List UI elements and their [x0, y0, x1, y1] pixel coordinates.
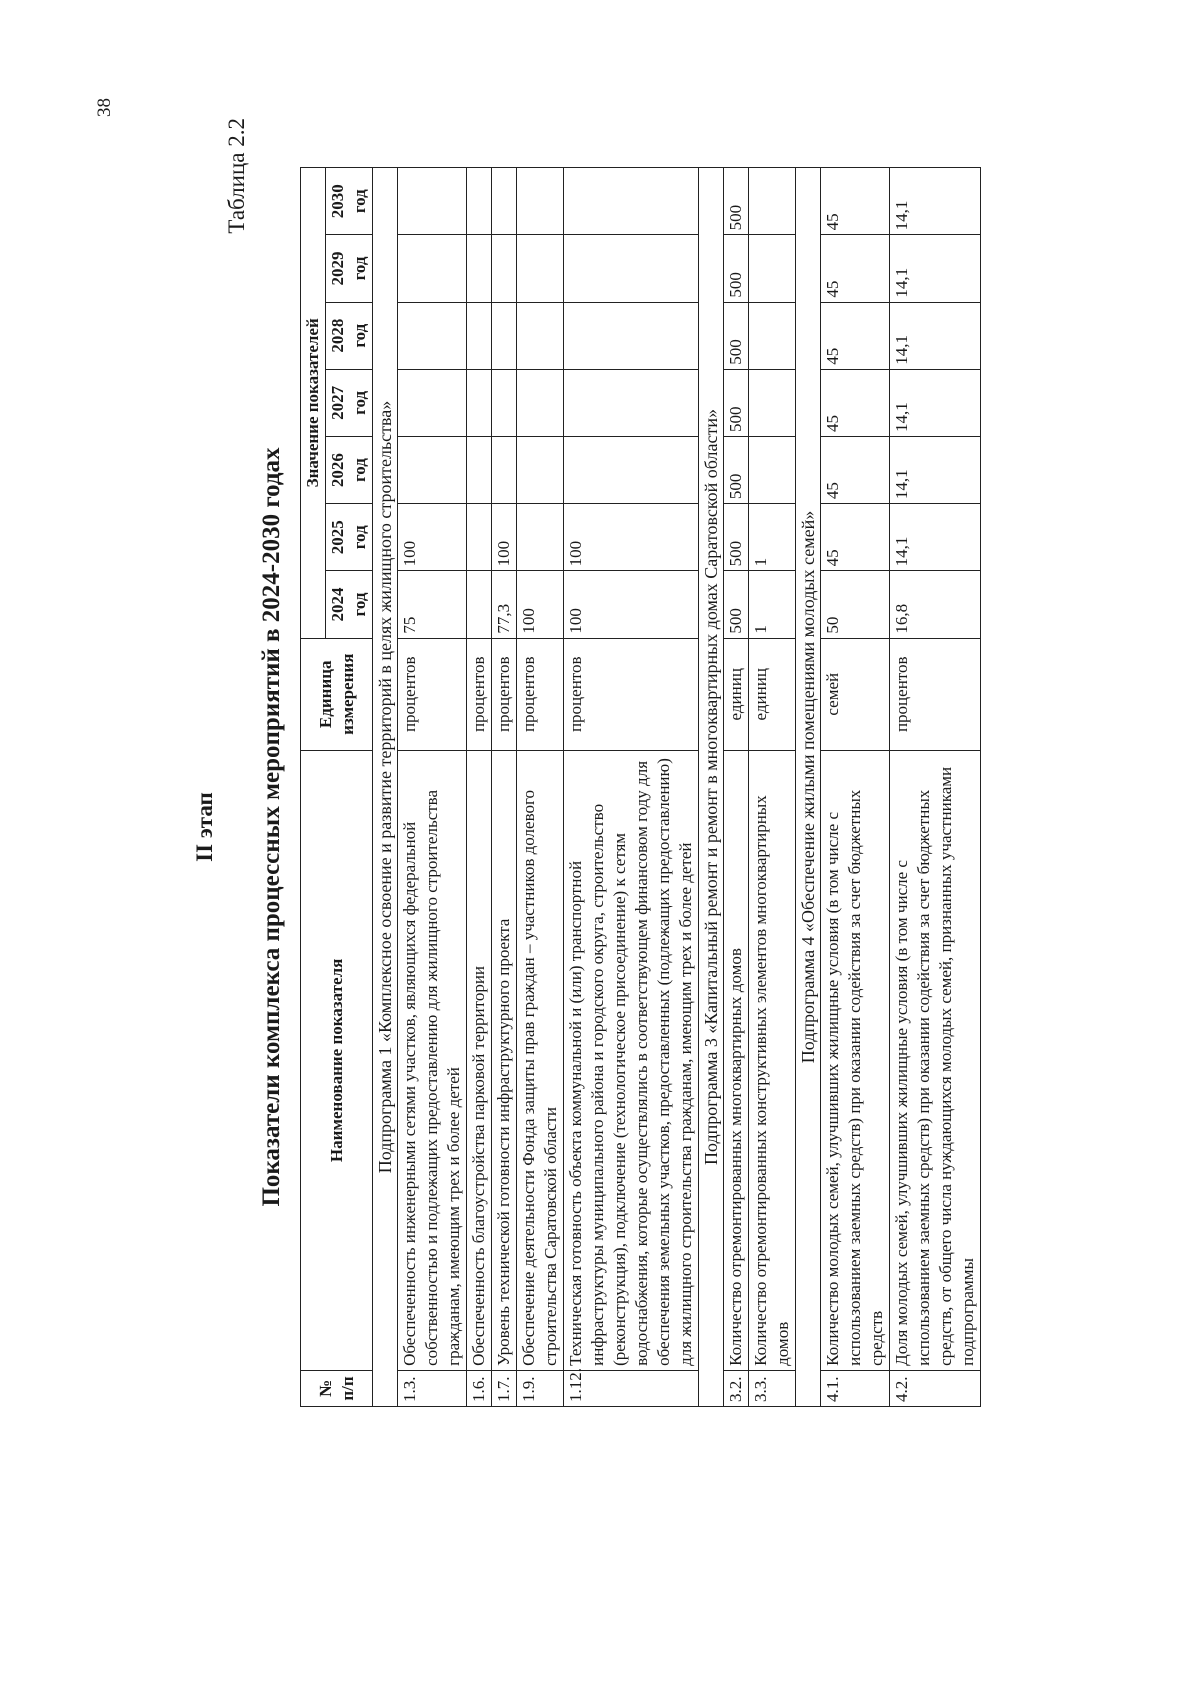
- value-cell: [467, 571, 492, 638]
- value-cell: 100: [564, 571, 699, 638]
- value-cell: [749, 302, 796, 369]
- value-cell: 14,1: [890, 369, 981, 436]
- value-cell: 45: [821, 302, 890, 369]
- value-cell: 45: [821, 436, 890, 503]
- value-cell: 500: [724, 235, 749, 302]
- value-cell: [398, 436, 467, 503]
- value-cell: [398, 168, 467, 235]
- header-name: Наименование показателя: [301, 750, 373, 1370]
- table-row: [564, 168, 699, 1407]
- unit-cell: процентов: [564, 638, 699, 750]
- value-cell: [467, 302, 492, 369]
- value-cell: [517, 302, 564, 369]
- table-row: [398, 168, 467, 1407]
- header-unit: Единица измерения: [301, 638, 373, 750]
- row-number-cell: 1.12.: [564, 1370, 699, 1406]
- value-cell: 14,1: [890, 302, 981, 369]
- row-number-cell: 1.6.: [467, 1370, 492, 1406]
- value-cell: [467, 168, 492, 235]
- table-row: [821, 168, 890, 1407]
- value-cell: 500: [724, 302, 749, 369]
- value-cell: [398, 235, 467, 302]
- value-cell: 500: [724, 168, 749, 235]
- table-row: [492, 168, 517, 1407]
- value-cell: [749, 436, 796, 503]
- value-cell: 45: [821, 168, 890, 235]
- row-number-cell: 1.3.: [398, 1370, 467, 1406]
- unit-cell: процентов: [467, 638, 492, 750]
- value-cell: [517, 235, 564, 302]
- value-cell: [492, 369, 517, 436]
- value-cell: 14,1: [890, 504, 981, 571]
- unit-cell: процентов: [492, 638, 517, 750]
- table-header-row: [301, 168, 326, 1407]
- value-cell: [492, 302, 517, 369]
- value-cell: [467, 235, 492, 302]
- unit-cell: единиц: [724, 638, 749, 750]
- header-year: 2027 год: [326, 369, 373, 436]
- value-cell: [492, 235, 517, 302]
- indicator-name-cell: Обеспеченность благоустройства парковой территории: [467, 750, 492, 1370]
- value-cell: 75: [398, 571, 467, 638]
- value-cell: [749, 235, 796, 302]
- indicators-table: [300, 167, 981, 1407]
- page-number: 38: [94, 98, 115, 117]
- indicator-name-cell: Обеспечение деятельности Фонда защиты прав граждан – участников долевого строительства Саратовской области: [517, 750, 564, 1370]
- row-number-cell: 4.1.: [821, 1370, 890, 1406]
- header-year: 2024 год: [326, 571, 373, 638]
- section-title: Подпрограмма 3 «Капитальный ремонт и ремонт в многоквартирных домах Саратовской области»: [699, 168, 724, 1407]
- indicator-name-cell: Техническая готовность объекта коммунальной и (или) транспортной инфраструктуры муниципального района и городского округа, строительство (реконструкция), подключение (технологическое присоединение) к сетям водоснабжения, которые осуществлялись в соответствующем финансовом году для обеспечения земельных участков, предоставленных (подлежащих предоставлению) для жилищного строительства гражданам, имеющим трех и более детей: [564, 750, 699, 1370]
- value-cell: [467, 369, 492, 436]
- stage-title: II этап: [192, 792, 217, 862]
- value-cell: 500: [724, 436, 749, 503]
- header-year: 2028 год: [326, 302, 373, 369]
- indicator-name-cell: Уровень технической готовности инфраструктурного проекта: [492, 750, 517, 1370]
- value-cell: [517, 369, 564, 436]
- value-cell: [492, 436, 517, 503]
- value-cell: [564, 302, 699, 369]
- value-cell: [492, 168, 517, 235]
- table-row: [724, 168, 749, 1407]
- table-caption: Таблица 2.2: [224, 118, 249, 234]
- row-number-cell: 3.2.: [724, 1370, 749, 1406]
- table-row: [467, 168, 492, 1407]
- table-body: [373, 168, 981, 1407]
- value-cell: [467, 504, 492, 571]
- value-cell: [564, 168, 699, 235]
- value-cell: 14,1: [890, 168, 981, 235]
- row-number-cell: 1.7.: [492, 1370, 517, 1406]
- value-cell: 45: [821, 235, 890, 302]
- value-cell: 100: [492, 504, 517, 571]
- value-cell: 16,8: [890, 571, 981, 638]
- header-year: 2025 год: [326, 504, 373, 571]
- table-row: [890, 168, 981, 1407]
- header-num: № п/п: [301, 1370, 373, 1406]
- row-number-cell: 4.2.: [890, 1370, 981, 1406]
- section-row: [373, 168, 398, 1407]
- value-cell: [564, 436, 699, 503]
- unit-cell: единиц: [749, 638, 796, 750]
- section-row: [699, 168, 724, 1407]
- table-row: [517, 168, 564, 1407]
- header-year: 2029 год: [326, 235, 373, 302]
- indicator-name-cell: Количество молодых семей, улучшивших жилищные условия (в том числе с использованием заемных средств) при оказании содействия за счет бюджетных средств: [821, 750, 890, 1370]
- value-cell: 45: [821, 369, 890, 436]
- value-cell: [564, 369, 699, 436]
- value-cell: 100: [398, 504, 467, 571]
- value-cell: 500: [724, 369, 749, 436]
- value-cell: [749, 369, 796, 436]
- section-title: Подпрограмма 1 «Комплексное освоение и развитие территорий в целях жилищного строительства»: [373, 168, 398, 1407]
- value-cell: [398, 302, 467, 369]
- table-title: Показатели комплекса процессных мероприятий в 2024-2030 годах: [258, 447, 285, 1207]
- section-title: Подпрограмма 4 «Обеспечение жилыми помещениями молодых семей»: [796, 168, 821, 1407]
- value-cell: [517, 504, 564, 571]
- value-cell: [564, 235, 699, 302]
- value-cell: 500: [724, 504, 749, 571]
- value-cell: 100: [517, 571, 564, 638]
- value-cell: 1: [749, 571, 796, 638]
- indicator-name-cell: Количество отремонтированных многоквартирных домов: [724, 750, 749, 1370]
- header-values-group: Значение показателей: [301, 168, 326, 639]
- value-cell: [467, 436, 492, 503]
- unit-cell: процентов: [398, 638, 467, 750]
- indicator-name-cell: Количество отремонтированных конструктивных элементов многоквартирных домов: [749, 750, 796, 1370]
- value-cell: [517, 168, 564, 235]
- section-row: [796, 168, 821, 1407]
- row-number-cell: 1.9.: [517, 1370, 564, 1406]
- value-cell: 14,1: [890, 235, 981, 302]
- value-cell: 77,3: [492, 571, 517, 638]
- value-cell: 500: [724, 571, 749, 638]
- indicator-name-cell: Обеспеченность инженерными сетями участков, являющихся федеральной собственностью и подлежащих предоставлению для жилищного строительства гражданам, имеющим трех и более детей: [398, 750, 467, 1370]
- unit-cell: семей: [821, 638, 890, 750]
- value-cell: 100: [564, 504, 699, 571]
- unit-cell: процентов: [890, 638, 981, 750]
- value-cell: 50: [821, 571, 890, 638]
- row-number-cell: 3.3.: [749, 1370, 796, 1406]
- header-year: 2026 год: [326, 436, 373, 503]
- value-cell: [749, 168, 796, 235]
- value-cell: 14,1: [890, 436, 981, 503]
- value-cell: 45: [821, 504, 890, 571]
- header-year: 2030 год: [326, 168, 373, 235]
- table-row: [749, 168, 796, 1407]
- indicator-name-cell: Доля молодых семей, улучшивших жилищные условия (в том числе с использованием заемных средств) при оказании содействия за счет бюджетных средств, от общего числа нуждающихся молодых семей, признанных участниками подпрограммы: [890, 750, 981, 1370]
- value-cell: [517, 436, 564, 503]
- unit-cell: процентов: [517, 638, 564, 750]
- value-cell: 1: [749, 504, 796, 571]
- value-cell: [398, 369, 467, 436]
